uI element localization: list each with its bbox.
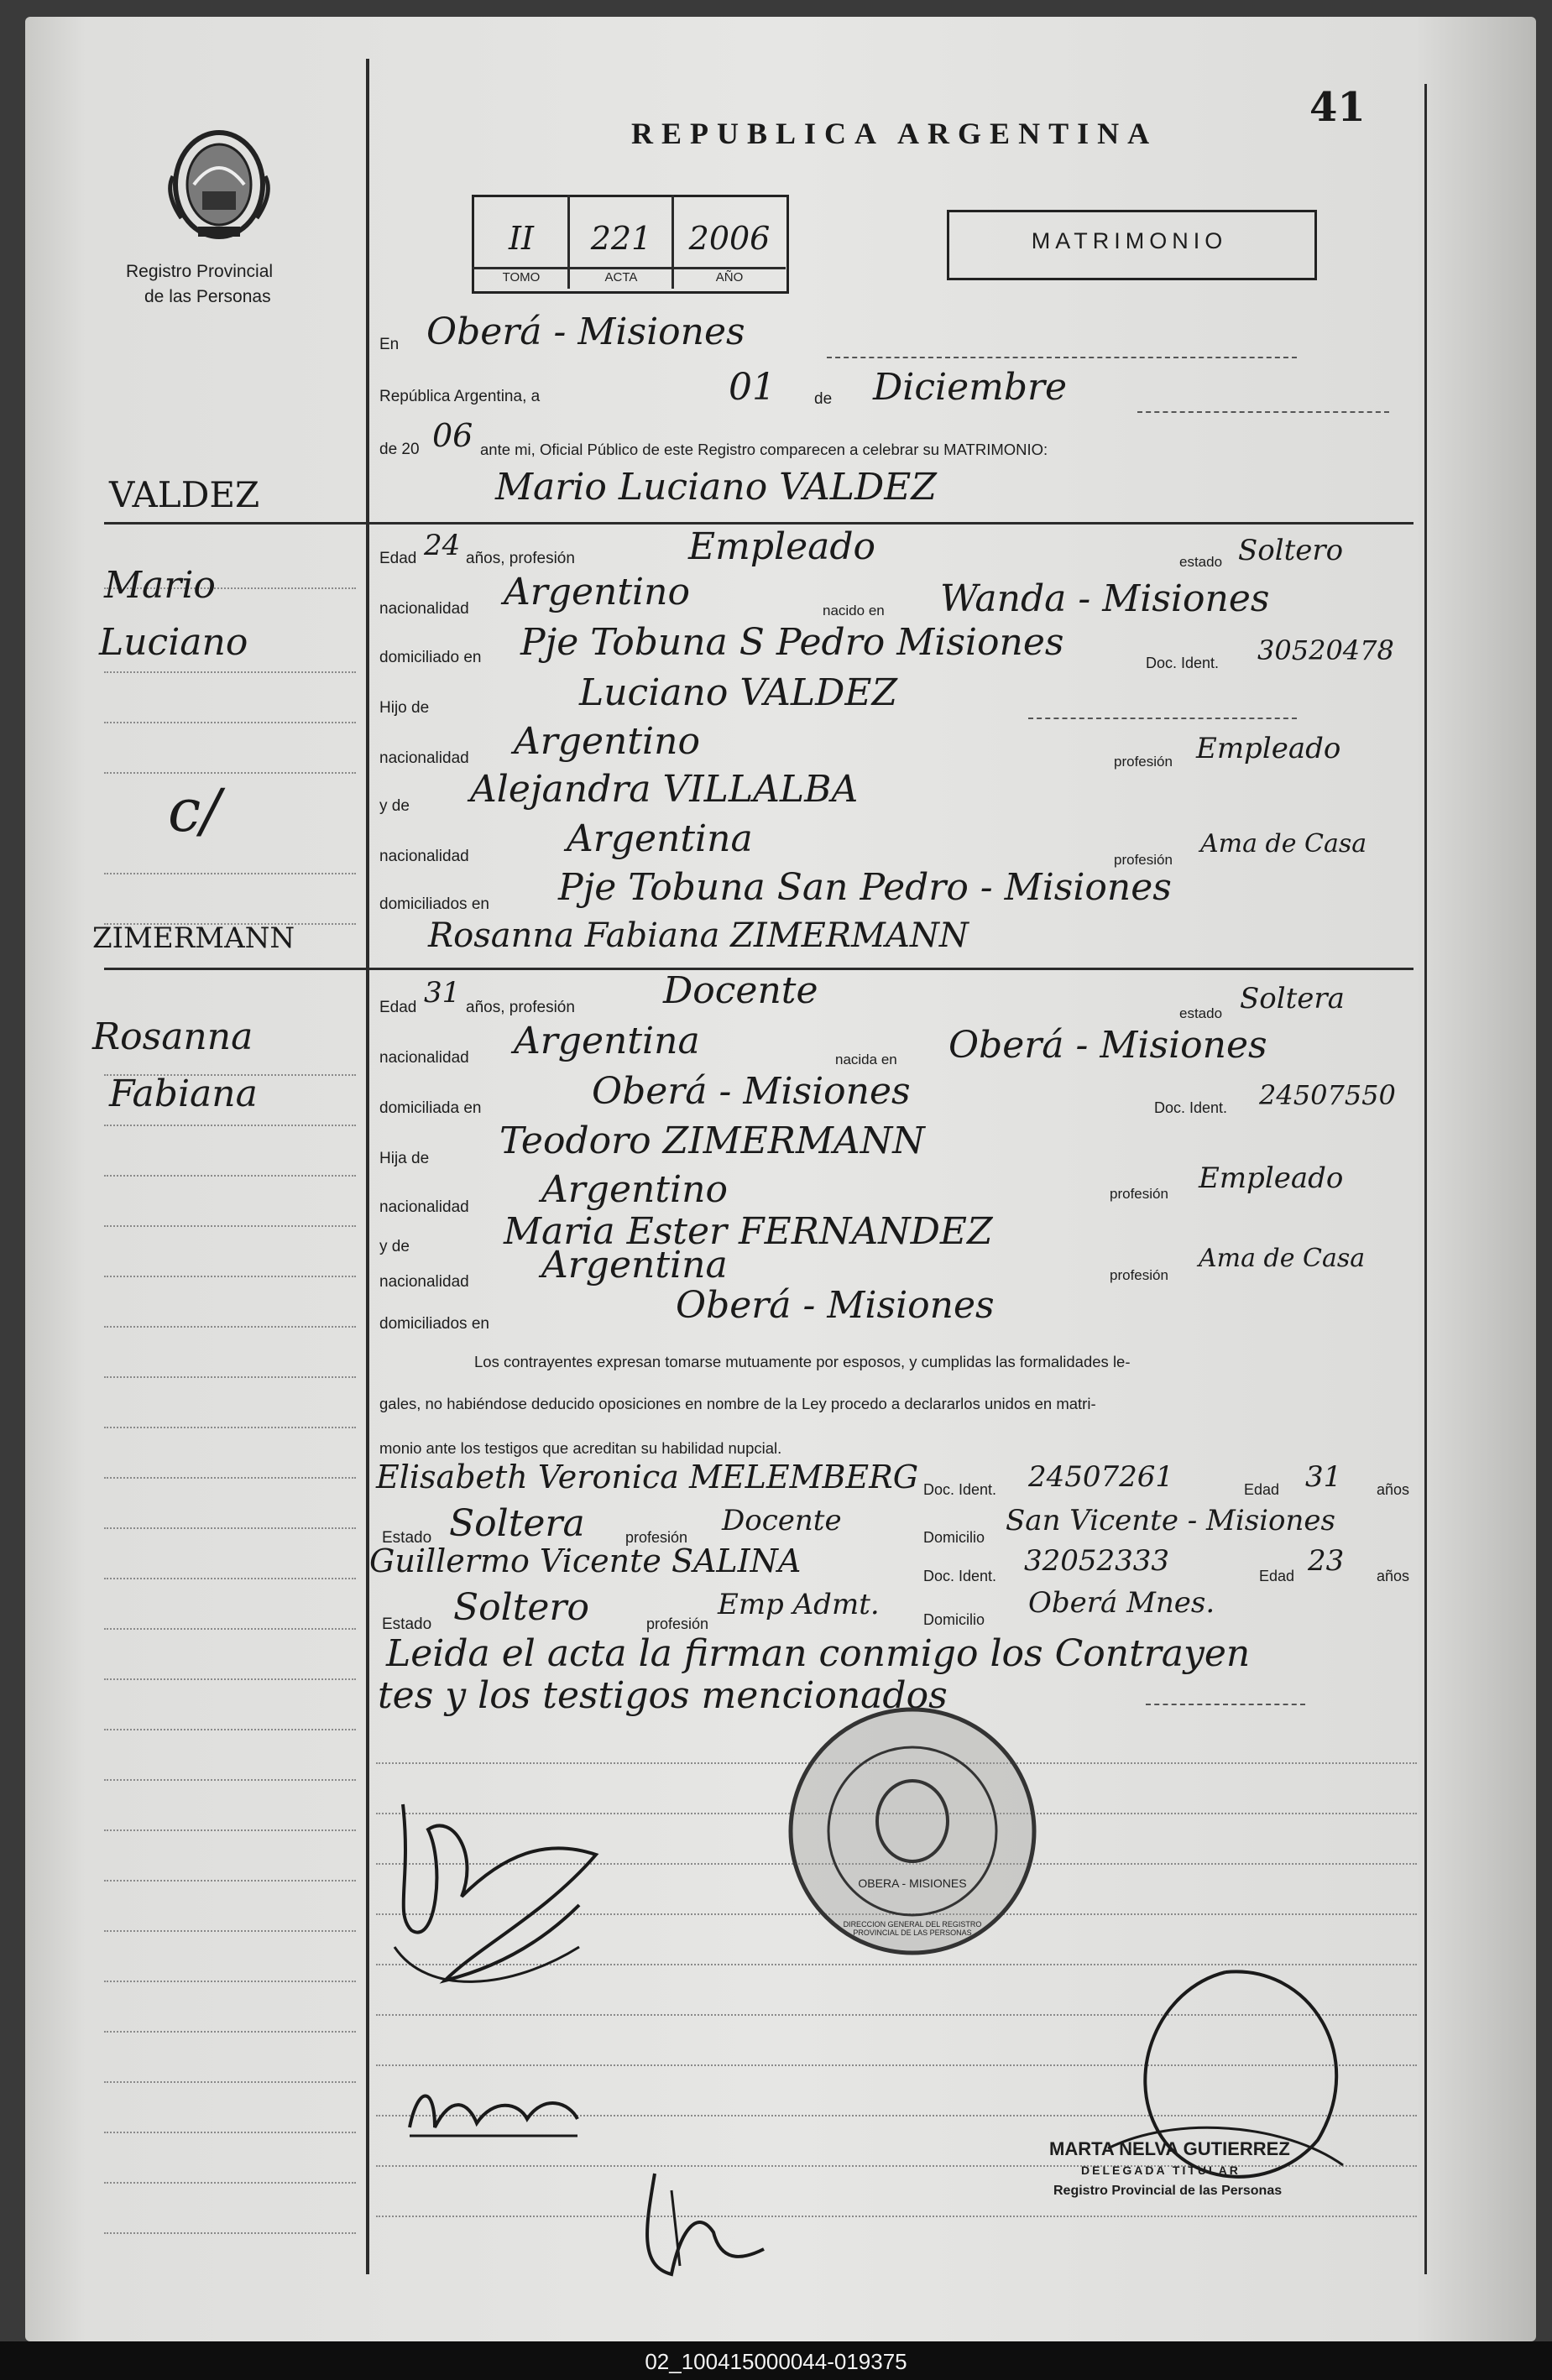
bride-dom-label: domiciliada en — [379, 1099, 482, 1117]
groom-padre: Luciano VALDEZ — [579, 671, 898, 714]
margin-rule — [104, 1779, 356, 1781]
bride-madre-prof: Ama de Casa — [1199, 1244, 1366, 1273]
margin-rule — [104, 2081, 356, 2083]
groom-padres-dom-label: domiciliados en — [379, 895, 489, 913]
bride-yde-label: y de — [379, 1238, 410, 1255]
place: Oberá - Misiones — [426, 311, 745, 353]
groom-hijo-label: Hijo de — [379, 699, 430, 717]
witness2-doc: 32052333 — [1024, 1544, 1170, 1578]
groom-estado-label: estado — [1179, 554, 1223, 570]
groom-nacido-en: Wanda - Misiones — [940, 577, 1270, 620]
padre-line — [1028, 718, 1297, 719]
witness1-edad: 31 — [1305, 1460, 1342, 1494]
bride-madre-prof-label: profesión — [1110, 1267, 1168, 1283]
witness2-anos-label: años — [1377, 1568, 1410, 1584]
month-line — [1137, 411, 1389, 413]
bride-nacionalidad: Argentina — [514, 1020, 700, 1062]
bride-nac-label: nacionalidad — [379, 1049, 469, 1067]
margin-rule — [104, 1477, 356, 1479]
witness2-name: Guillermo Vicente SALINA — [369, 1542, 802, 1579]
bride-doc-label: Doc. Ident. — [1154, 1099, 1228, 1116]
bride-padre-nac: Argentino — [541, 1168, 728, 1211]
bride-edad: 31 — [424, 976, 461, 1010]
margin-rule — [104, 1981, 356, 1982]
bride-padre-prof: Empleado — [1199, 1161, 1344, 1195]
declaration-line-1: Los contrayentes expresan tomarse mutuamente por esposos, y cumplidas las formalidades le- — [474, 1353, 1131, 1370]
declaration-line-2: gales, no habiéndose deducido oposiciones en nombre de la Ley procedo a declararlos unidos en matri- — [379, 1395, 1096, 1412]
closing-line-2: tes y los testigos mencionados — [378, 1674, 948, 1717]
groom-doc: 30520478 — [1257, 634, 1394, 666]
margin-rule — [104, 1880, 356, 1882]
bride-domicilio: Oberá - Misiones — [592, 1070, 911, 1113]
declaration-line-3: monio ante los testigos que acreditan su habilidad nupcial. — [379, 1439, 782, 1457]
closing-line — [1146, 1704, 1305, 1705]
page-number: 41 — [1309, 84, 1366, 131]
margin-rule — [104, 2232, 356, 2234]
groom-padre-prof: Empleado — [1196, 732, 1341, 765]
groom-nac-label: nacionalidad — [379, 600, 469, 618]
margin-rule — [104, 722, 356, 723]
margin-rule — [104, 772, 356, 774]
groom-padres-dom: Pje Tobuna San Pedro - Misiones — [558, 866, 1172, 909]
witness1-doc-label: Doc. Ident. — [923, 1481, 997, 1498]
republica-label: República Argentina, a — [379, 388, 541, 405]
tomo-label: TOMO — [502, 270, 541, 284]
margin-rule — [104, 671, 356, 673]
margin-rule — [104, 1376, 356, 1378]
official-stamp-name: MARTA NELVA GUTIERREZ — [1049, 2138, 1290, 2159]
groom-yde-label: y de — [379, 797, 410, 815]
registry-name: Registro Provincial — [126, 262, 274, 281]
groom-nacionalidad: Argentino — [504, 571, 690, 613]
groom-madre-prof: Ama de Casa — [1200, 829, 1367, 859]
ano-label: AÑO — [715, 270, 744, 284]
country-title: REPUBLICA ARGENTINA — [631, 117, 1158, 150]
margin-rule — [104, 873, 356, 874]
margin-surname: VALDEZ — [109, 474, 260, 515]
witness1-domicilio: San Vicente - Misiones — [1006, 1504, 1335, 1537]
record-id-divider — [472, 267, 786, 269]
official-stamp-title: DELEGADA TITULAR — [1081, 2163, 1241, 2177]
witness1-edad-label: Edad — [1244, 1481, 1280, 1498]
witness2-edad-label: Edad — [1259, 1568, 1295, 1584]
groom-estado: Soltero — [1238, 534, 1344, 567]
bride-profesion: Docente — [663, 969, 818, 1012]
act-type: MATRIMONIO — [1031, 228, 1228, 253]
margin-divider — [366, 59, 369, 2274]
month: Diciembre — [873, 366, 1068, 409]
witness-signature — [621, 2157, 781, 2291]
seal-ring-text: DIRECCION GENERAL DEL REGISTRO PROVINCIAL DE LAS PERSONAS — [843, 1920, 982, 1937]
witness2-estado-label: Estado — [382, 1615, 432, 1633]
bride-nacida-en: Oberá - Misiones — [948, 1024, 1267, 1067]
coat-of-arms-icon — [165, 126, 274, 243]
groom-signature — [378, 1779, 630, 2006]
image-code: 02_100415000044-019375 — [645, 2349, 907, 2374]
margin-rule — [104, 1729, 356, 1730]
witness1-profesion-label: profesión — [625, 1529, 688, 1546]
bride-estado-label: estado — [1179, 1005, 1223, 1021]
witness2-domicilio-label: Domicilio — [923, 1611, 985, 1628]
margin-first-name: Mario — [104, 564, 216, 607]
witness2-estado: Soltero — [453, 1586, 589, 1629]
year-prefix: de 20 — [379, 441, 420, 458]
seal-center-text: OBERA - MISIONES — [858, 1876, 967, 1890]
margin-rule — [104, 1628, 356, 1630]
divider-groom — [104, 522, 1414, 525]
groom-edad: 24 — [424, 529, 461, 562]
groom-doc-label: Doc. Ident. — [1146, 655, 1220, 671]
groom-madre-prof-label: profesión — [1114, 852, 1173, 868]
groom-dom-label: domiciliado en — [379, 649, 482, 666]
de-label: de — [814, 390, 833, 408]
bride-padre-nac-label: nacionalidad — [379, 1198, 469, 1216]
bride-anos-profesion-label: años, profesión — [466, 999, 575, 1016]
groom-madre-nac-label: nacionalidad — [379, 848, 469, 865]
registry-subtitle: de las Personas — [144, 287, 271, 306]
witness2-profesion: Emp Admt. — [718, 1588, 880, 1621]
tomo-value: II — [508, 220, 535, 257]
margin-rule — [104, 1276, 356, 1277]
margin-rule — [104, 1125, 356, 1126]
groom-padre-prof-label: profesión — [1114, 754, 1173, 770]
witness1-name: Elisabeth Veronica MELEMBERG — [376, 1459, 919, 1495]
witness1-domicilio-label: Domicilio — [923, 1529, 985, 1546]
groom-profesion: Empleado — [688, 525, 876, 568]
bride-padre-prof-label: profesión — [1110, 1186, 1168, 1202]
bride-madre-nac-label: nacionalidad — [379, 1273, 469, 1291]
margin-rule — [104, 1225, 356, 1227]
groom-edad-label: Edad — [379, 550, 417, 567]
witness2-doc-label: Doc. Ident. — [923, 1568, 997, 1584]
acta-label: ACTA — [604, 270, 638, 284]
margin-rule — [104, 2132, 356, 2133]
bride-padre: Teodoro ZIMERMANN — [499, 1120, 925, 1162]
ante-text: ante mi, Oficial Público de este Registro comparecen a celebrar su MATRIMONIO: — [480, 441, 1048, 458]
en-label: En — [379, 336, 400, 353]
official-seal — [785, 1704, 1041, 1960]
margin-first-name-4: Fabiana — [109, 1073, 258, 1115]
margin-rule — [104, 2031, 356, 2033]
bride-edad-label: Edad — [379, 999, 417, 1016]
bride-hija-label: Hija de — [379, 1150, 430, 1167]
witness1-estado-label: Estado — [382, 1529, 432, 1547]
margin-rule — [104, 2182, 356, 2184]
margin-first-name-3: Rosanna — [92, 1015, 253, 1058]
right-border — [1424, 84, 1427, 2274]
groom-padre-nac-label: nacionalidad — [379, 749, 469, 767]
witness1-profesion: Docente — [722, 1504, 842, 1537]
bride-padres-dom: Oberá - Misiones — [676, 1284, 995, 1327]
margin-rule — [104, 1930, 356, 1932]
witness2-profesion-label: profesión — [646, 1615, 709, 1632]
margin-rule — [104, 1829, 356, 1831]
witness1-estado: Soltera — [449, 1502, 585, 1545]
bride-doc: 24507550 — [1259, 1079, 1396, 1111]
margin-rule — [104, 1427, 356, 1428]
margin-conjunction: c/ — [168, 776, 221, 845]
margin-surname-2: ZIMERMANN — [92, 921, 295, 955]
margin-second-name: Luciano — [99, 621, 248, 664]
groom-madre-nac: Argentina — [567, 817, 753, 860]
groom-nacido-label: nacido en — [823, 603, 885, 618]
margin-rule — [104, 1527, 356, 1529]
witness2-domicilio: Oberá Mnes. — [1028, 1586, 1215, 1620]
margin-rule — [104, 1678, 356, 1680]
closing-line-1: Leida el acta la firman conmigo los Contrayen — [386, 1632, 1251, 1675]
bride-signature — [401, 2077, 594, 2144]
place-line — [827, 357, 1297, 358]
witness1-doc: 24507261 — [1028, 1460, 1174, 1494]
witness1-anos-label: años — [1377, 1481, 1410, 1498]
day: 01 — [729, 366, 776, 409]
groom-madre: Alejandra VILLALBA — [470, 768, 859, 811]
bride-nacida-label: nacida en — [835, 1052, 897, 1067]
margin-rule — [104, 1578, 356, 1579]
bride-madre-nac: Argentina — [541, 1244, 728, 1287]
ano-value: 2006 — [688, 220, 771, 257]
margin-rule — [104, 1326, 356, 1328]
acta-value: 221 — [590, 220, 652, 257]
year-suffix: 06 — [432, 417, 473, 454]
groom-padre-nac: Argentino — [514, 720, 700, 763]
groom-domicilio: Pje Tobuna S Pedro Misiones — [520, 621, 1064, 664]
bride-madre: Maria Ester FERNANDEZ — [504, 1210, 993, 1253]
bride-estado: Soltera — [1240, 982, 1345, 1015]
bride-padres-dom-label: domiciliados en — [379, 1315, 489, 1333]
official-stamp-office: Registro Provincial de las Personas — [1053, 2184, 1283, 2198]
margin-rule — [104, 1175, 356, 1177]
groom-anos-profesion-label: años, profesión — [466, 550, 575, 567]
groom-full-name: Mario Luciano VALDEZ — [495, 466, 937, 509]
witness2-edad: 23 — [1308, 1544, 1345, 1578]
bride-full-name: Rosanna Fabiana ZIMERMANN — [428, 916, 969, 955]
